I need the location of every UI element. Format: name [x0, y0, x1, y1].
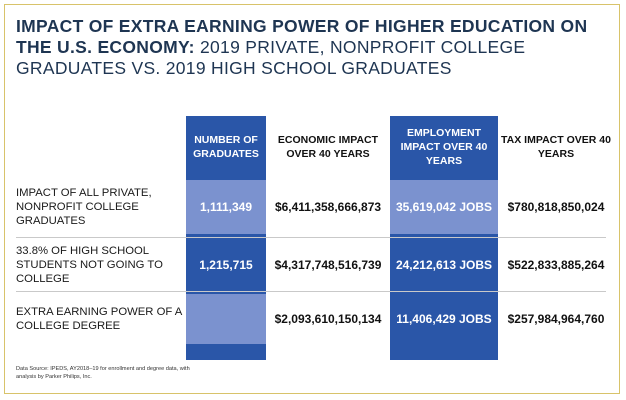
header-number-of-graduates: NUMBER OF GRADUATES: [193, 134, 259, 160]
row-label-extra-earning-power: EXTRA EARNING POWER OF A COLLEGE DEGREE: [16, 306, 182, 332]
row2-employment-value: 24,212,613 JOBS: [395, 258, 493, 272]
title-subtitle: 2019 PRIVATE, NONPROFIT COLLEGE GRADUATES VS. 2019 HIGH SCHOOL GRADUATES: [16, 37, 526, 78]
header-employment-impact: EMPLOYMENT IMPACT OVER 40 YEARS: [400, 127, 488, 167]
row1-employment-value: 35,619,042 JOBS: [395, 200, 493, 214]
row3-graduates-value: [186, 294, 266, 344]
header-tax-impact: TAX IMPACT OVER 40 YEARS: [501, 134, 611, 160]
row-label-private-graduates: IMPACT OF ALL PRIVATE, NONPROFIT COLLEGE GRADUATES: [16, 187, 152, 227]
row1-graduates-value: 1,111,349: [199, 200, 253, 214]
row2-economic-value: $4,317,748,516,739: [274, 258, 382, 272]
row2-graduates-value: 1,215,715: [199, 258, 253, 272]
row3-tax-value: $257,984,964,760: [507, 312, 605, 326]
data-source-note: Data Source: IPEDS, AY2018–19 for enrollment and degree data, with analysis by Parker Philips, Inc.: [16, 366, 190, 380]
header-economic-impact: ECONOMIC IMPACT OVER 40 YEARS: [277, 134, 379, 160]
row2-tax-value: $522,833,885,264: [507, 258, 605, 272]
title-bold: IMPACT OF EXTRA EARNING POWER OF HIGHER EDUCATION ON THE U.S. ECONOMY:: [16, 16, 588, 57]
row1-economic-value: $6,411,358,666,873: [274, 200, 382, 214]
row1-tax-value: $780,818,850,024: [507, 200, 605, 214]
row3-employment-value: 11,406,429 JOBS: [396, 312, 492, 326]
page-title: [16, 16, 606, 79]
row-label-high-school-students: 33.8% OF HIGH SCHOOL STUDENTS NOT GOING TO COLLEGE: [16, 245, 163, 285]
row3-economic-value: $2,093,610,150,134: [274, 312, 382, 326]
